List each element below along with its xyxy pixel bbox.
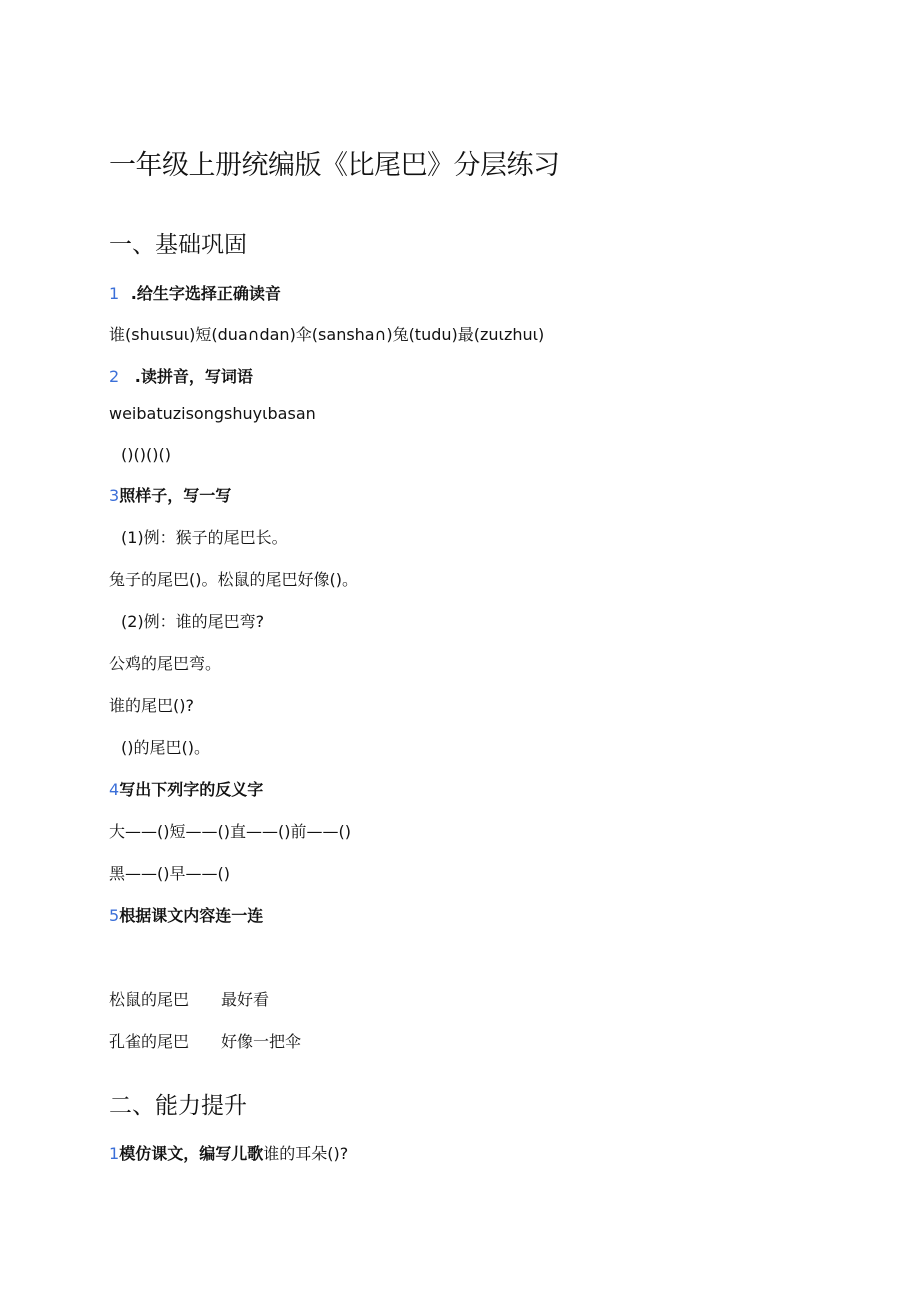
exercise-line: 公鸡的尾巴弯。: [109, 654, 222, 673]
question-1-heading: [109, 286, 281, 302]
question-2-heading: [109, 369, 253, 385]
example-line: (1)例：猴子的尾巴长。: [121, 528, 288, 547]
question-number: 1: [109, 1144, 120, 1163]
question-number: 4: [109, 780, 120, 799]
question-number: 2: [109, 367, 120, 386]
question-number: 1: [109, 284, 120, 303]
pinyin-choice-line: 谁(shuιsuι)短(dua∩dan)伞(sansha∩)兔(tudu)最(zuιzhuι): [109, 325, 545, 344]
question-3-heading: [109, 488, 231, 504]
antonym-line: 大——()短——()直——()前——(): [109, 822, 351, 841]
question-label: .给生字选择正确读音: [130, 284, 281, 303]
antonym-line: 黑——()早——(): [109, 864, 230, 883]
question-label: 写出下列字的反义字: [119, 780, 264, 799]
question-prompt: 谁的耳朵()?: [263, 1144, 349, 1163]
question-5-heading: [109, 908, 263, 924]
exercise-line: 谁的尾巴()?: [109, 696, 194, 715]
page-title: 一年级上册统编版《比尾巴》分层练习: [109, 150, 560, 181]
question-label: .读拼音，写词语: [134, 367, 253, 386]
section2-question-1: [109, 1146, 348, 1162]
question-number: 5: [109, 906, 120, 925]
exercise-line: ()的尾巴()。: [121, 738, 210, 757]
question-4-heading: [109, 782, 263, 798]
answer-blanks-line: ()()()(): [121, 445, 171, 464]
match-right-item: 最好看: [221, 990, 270, 1009]
match-left-item: 孔雀的尾巴: [109, 1032, 190, 1051]
question-label: 照样子，写一写: [119, 486, 232, 505]
exercise-line: 兔子的尾巴()。松鼠的尾巴好像()。: [109, 570, 358, 589]
pinyin-words-line: weibatuzisongshuyιbasan: [109, 404, 316, 423]
question-number: 3: [109, 486, 120, 505]
match-right-item: 好像一把伞: [221, 1032, 302, 1051]
question-label: 根据课文内容连一连: [119, 906, 264, 925]
section-heading-advanced: 二、能力提升: [109, 1093, 247, 1119]
section-heading-basic: 一、基础巩固: [109, 232, 247, 258]
question-label: 模仿课文，编写儿歌: [119, 1144, 264, 1163]
match-left-item: 松鼠的尾巴: [109, 990, 190, 1009]
example-line: (2)例：谁的尾巴弯?: [121, 612, 265, 631]
